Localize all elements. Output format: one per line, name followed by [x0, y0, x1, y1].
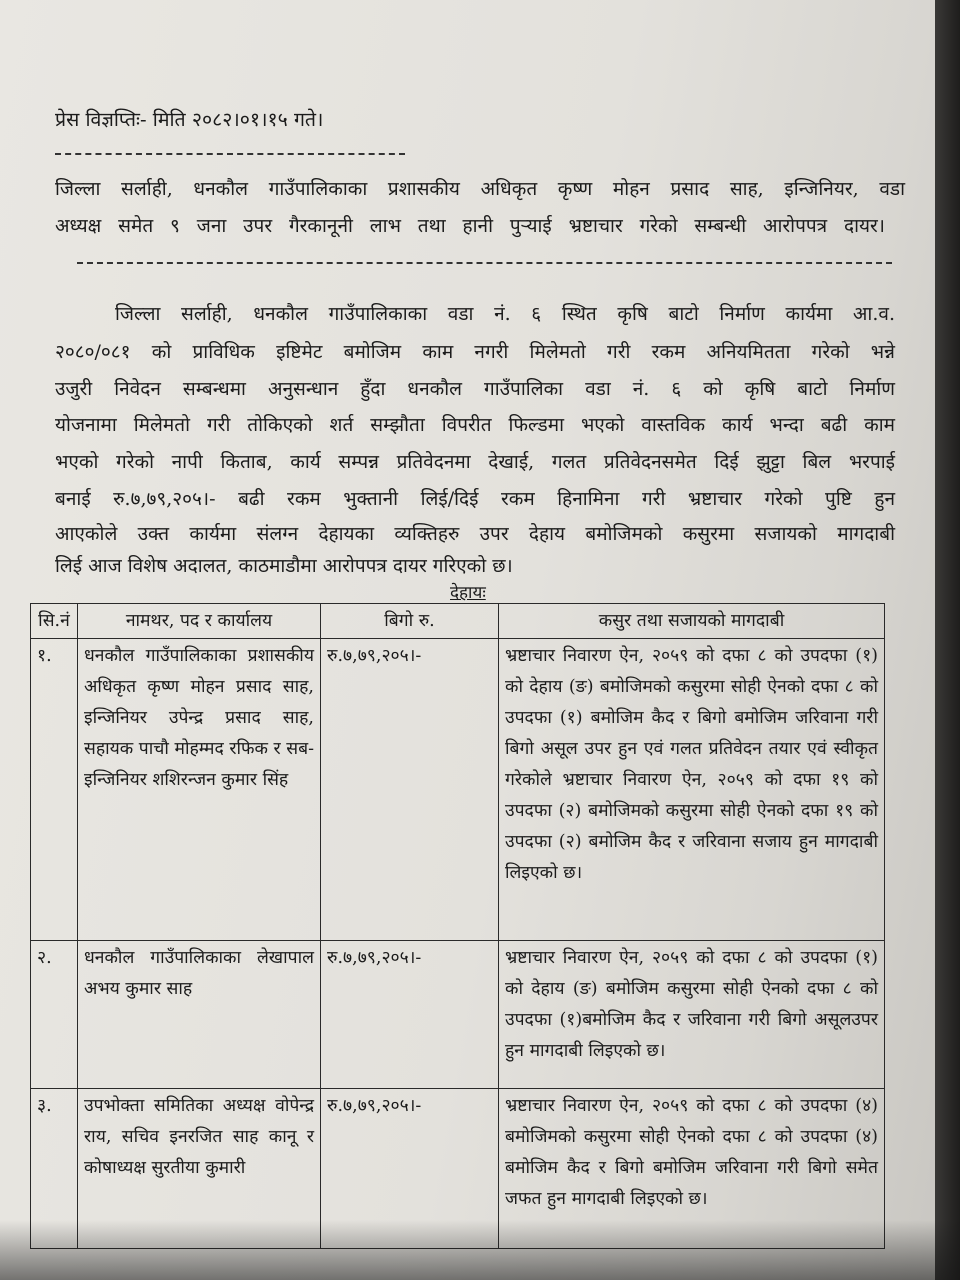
header-name: नामथर, पद र कार्यालय — [78, 604, 321, 639]
header-charge: कसुर तथा सजायको मागदाबी — [499, 604, 885, 639]
table-caption: देहायः — [450, 583, 486, 603]
header-serial: सि.नं — [31, 604, 78, 639]
body-line-3: उजुरी निवेदन सम्बन्धमा अनुसन्धान हुँदा धनकौल गाउँपालिका वडा नं. ६ को कृषि बाटो निर्माण — [55, 378, 895, 400]
body-line-6: बनाई रु.७,७९,२०५।- बढी रकम भुक्तानी लिई/दिई रकम हिनामिना गरी भ्रष्टाचार गरेको पुष्टि हुन — [55, 488, 895, 510]
row-name: उपभोक्ता समितिका अध्यक्ष वोपेन्द्र राय, सचिव इनरजित साह कानू र कोषाध्यक्ष सुरतीया कुमारी — [78, 1089, 321, 1249]
title-line-2: अध्यक्ष समेत ९ जना उपर गैरकानूनी लाभ तथा हानी पुर्‍याई भ्रष्टाचार गरेको सम्बन्धी आरोपपत्र दायर। — [55, 215, 885, 237]
title-line-1: जिल्ला सर्लाही, धनकौल गाउँपालिकाका प्रशासकीय अधिकृत कृष्ण मोहन प्रसाद साह, इन्जिनियर, वडा — [55, 178, 905, 200]
row-amount: रु.७,७९,२०५।- — [321, 639, 499, 941]
row-charge: भ्रष्टाचार निवारण ऐन, २०५९ को दफा ८ को उपदफा (४) बमोजिमको कसुरमा सोही ऐनको दफा ८ को उपदफा (४) बमोजिम कैद र बिगो बमोजिम जरिवाना गरी बिगो समेत जफत हुन मागदाबी लिइएको छ। — [499, 1089, 885, 1249]
row-charge: भ्रष्टाचार निवारण ऐन, २०५९ को दफा ८ को उपदफा (१) को देहाय (ङ) बमोजिमको कसुरमा सोही ऐनको दफा ८ को उपदफा (१) बमोजिम कैद र बिगो बमोजिम जरिवाना गरी बिगो असूल उपर हुन एवं गलत प्रतिवेदन तयार एवं स्वीकृत गरेकोले भ्रष्टाचार निवारण ऐन, २०५९ को दफा १९ को उपदफा (२) बमोजिमको कसुरमा सोही ऐनको दफा १९ को उपदफा (२) बमोजिम कैद र जरिवाना सजाय हुन मागदाबी लिइएको छ। — [499, 639, 885, 941]
body-line-2: २०८०/०८१ को प्राविधिक इष्टिमेट बमोजिम काम नगरी मिलेमतो गरी रकम अनियमितता गरेको भन्ने — [55, 341, 895, 363]
body-line-7: आएकोले उक्त कार्यमा संलग्न देहायका व्यक्तिहरु उपर देहाय बमोजिमको कसुरमा सजायको मागदाबी — [55, 523, 895, 545]
table-row — [31, 639, 885, 941]
body-line-1: जिल्ला सर्लाही, धनकौल गाउँपालिकाका वडा नं. ६ स्थित कृषि बाटो निर्माण कार्यमा आ.व. — [115, 303, 895, 325]
bottom-shadow — [0, 1220, 960, 1280]
page-edge-shadow — [935, 0, 960, 1280]
row-name: धनकौल गाउँपालिकाका प्रशासकीय अधिकृत कृष्ण मोहन प्रसाद साह, इन्जिनियर उपेन्द्र प्रसाद साह, सहायक पाचौ मोहम्मद रफिक र सब-इन्जिनियर शशिरन्जन कुमार सिंह — [78, 639, 321, 941]
row-serial: ३. — [31, 1089, 78, 1249]
divider-long — [77, 262, 892, 264]
body-line-5: भएको गरेको नापी किताब, कार्य सम्पन्न प्रतिवेदनमा देखाई, गलत प्रतिवेदनसमेत दिई झुट्टा बिल भरपाई — [55, 451, 895, 473]
header-amount: बिगो रु. — [321, 604, 499, 639]
row-amount: रु.७,७९,२०५।- — [321, 1089, 499, 1249]
table-row — [31, 941, 885, 1089]
body-line-4: योजनामा मिलेमतो गरी तोकिएको शर्त सम्झौता विपरीत फिल्डमा भएको वास्तविक कार्य भन्दा बढी काम — [55, 414, 895, 436]
row-amount: रु.७,७९,२०५।- — [321, 941, 499, 1089]
table-header-row — [31, 604, 885, 639]
row-serial: १. — [31, 639, 78, 941]
row-charge: भ्रष्टाचार निवारण ऐन, २०५९ को दफा ८ को उपदफा (१) को देहाय (ङ) बमोजिम कसुरमा सोही ऐनको दफा ८ को उपदफा (१)बमोजिम कैद र जरिवाना गरी बिगो असूलउपर हुन मागदाबी लिइएको छ। — [499, 941, 885, 1089]
row-name: धनकौल गाउँपालिकाका लेखापाल अभय कुमार साह — [78, 941, 321, 1089]
press-release-heading: प्रेस विज्ञप्तिः- मिति २०८२।०१।१५ गते। — [55, 108, 324, 131]
body-line-8: लिई आज विशेष अदालत, काठमाडौमा आरोपपत्र दायर गरिएको छ। — [55, 555, 513, 577]
divider-short — [55, 153, 405, 155]
defendants-table — [30, 603, 885, 1249]
row-serial: २. — [31, 941, 78, 1089]
